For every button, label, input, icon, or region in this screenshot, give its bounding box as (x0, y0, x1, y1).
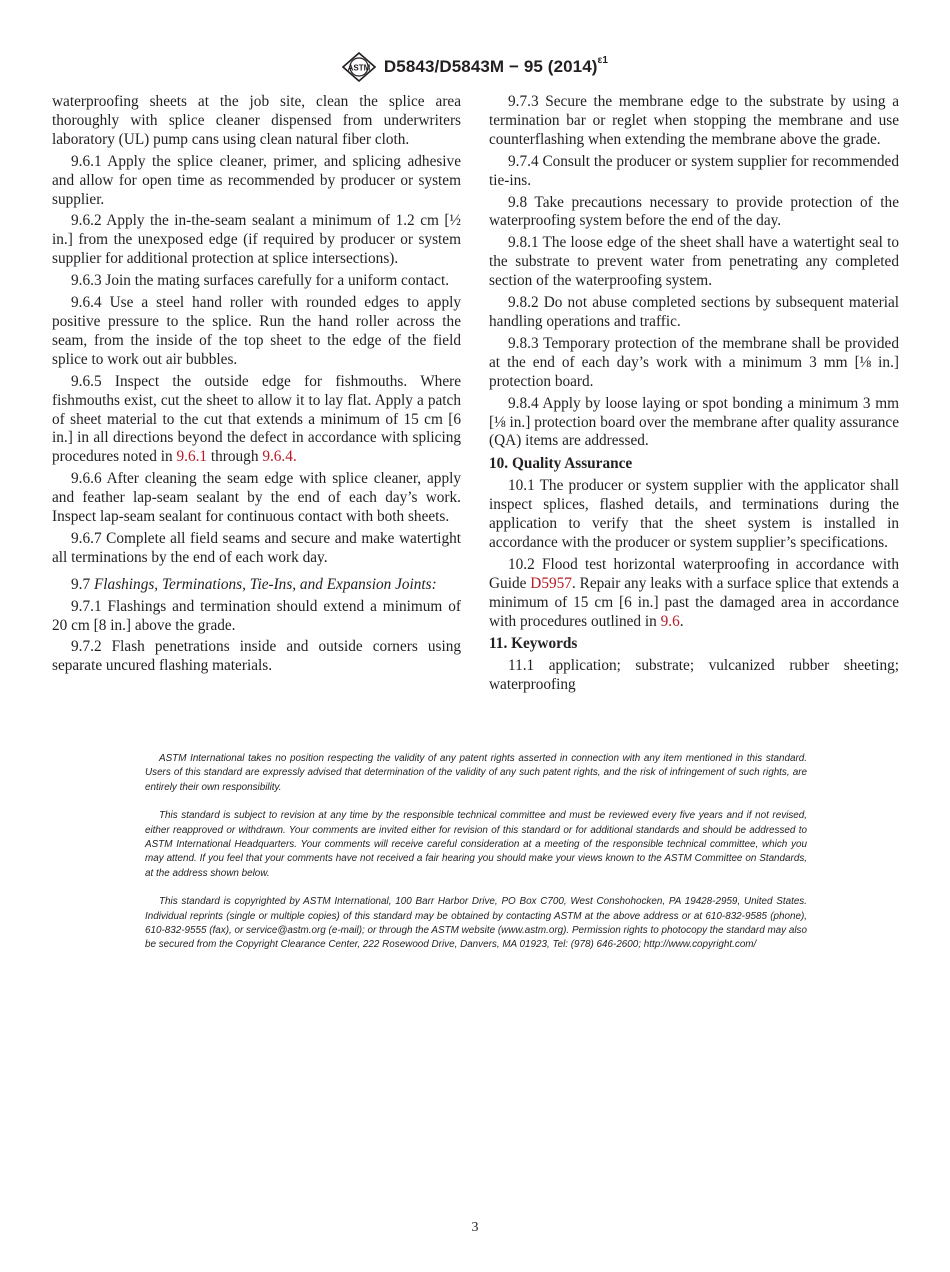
paragraph-10-1: 10.1 The producer or system supplier with the applicator shall inspect splices, flashed details, and terminations during the application to verify that the sheet system is installed in accordance with the producer or system supplier’s specifications. (489, 477, 899, 551)
paragraph-9-6-2: 9.6.2 Apply the in-the-seam sealant a minimum of 1.2 cm [½ in.] from the unexposed edge (if required by producer or system supplier for additional protection at splice intersections). (52, 212, 461, 268)
paragraph-9-7-3: 9.7.3 Secure the membrane edge to the substrate by using a termination bar or reglet when stopping the membrane and use counterflashing when extending the membrane above the grade. (489, 93, 899, 148)
page-number: 3 (471, 1220, 479, 1235)
right-column (489, 93, 899, 698)
revision-notice: This standard is subject to revision at any time by the responsible technical committee and must be reviewed every five years and if not revised, either reapproved or withdrawn. Your comments are invited either for revision of this standard or for additional standards and should be addressed to ASTM International Headquarters. Your comments will receive careful consideration at a meeting of the responsible technical committee, which you may attend. If you feel that your comments have not received a fair hearing you should make your views known to the ASTM Committee on Standards, at the address shown below. (145, 810, 807, 879)
paragraph-9-8: 9.8 Take precautions necessary to provide protection of the waterproofing system before the end of the day. (489, 193, 899, 230)
epsilon-superscript: ε1 (597, 55, 609, 67)
link-9-6-1[interactable]: 9.6.1 (176, 448, 208, 466)
paragraph-9-6-1: 9.6.1 Apply the splice cleaner, primer, and splicing adhesive and allow for open time as recommended by producer or system supplier. (52, 152, 461, 208)
link-9-6-4[interactable]: 9.6.4. (262, 448, 297, 466)
paragraph-9-8-1: 9.8.1 The loose edge of the sheet shall have a watertight seal to the substrate to prevent water from penetrating any completed section of the waterproofing system. (489, 234, 899, 290)
logo-text: ASTM (347, 63, 371, 73)
section-title-9-7: Flashings, Terminations, Tie-Ins, and Expansion Joints: (93, 575, 437, 593)
astm-logo-icon (342, 52, 376, 82)
page-header (0, 52, 950, 84)
legal-notices (145, 752, 807, 967)
paragraph-9-7: 9.7 Flashings, Terminations, Tie-Ins, and Expansion Joints: (71, 575, 437, 593)
link-9-6[interactable]: 9.6 (660, 612, 680, 630)
paragraph-11-1: 11.1 application; substrate; vulcanized rubber sheeting; waterproofing (489, 657, 899, 694)
paragraph-9-7-2: 9.7.2 Flash penetrations inside and outside corners using separate uncured flashing materials. (52, 638, 461, 675)
heading-keywords: 11. Keywords (489, 635, 578, 653)
paragraph-9-6-6: 9.6.6 After cleaning the seam edge with splice cleaner, apply and feather lap-seam sealant by the end of each day’s work. Inspect lap-seam sealant for continuous contact with both sheets. (52, 470, 461, 526)
paragraph-9-8-3: 9.8.3 Temporary protection of the membrane shall be provided at the end of each day’s work with a minimum 3 mm [⅛ in.] protection board. (489, 334, 899, 390)
paragraph-9-6-5: 9.6.5 Inspect the outside edge for fishmouths. Where fishmouths exist, cut the sheet to allow it to lay flat. Apply a patch of sheet material to the cut that extends a minimum of 15 cm [6 in.] in all directions beyond the defect in accordance with splicing procedures noted in 9.6.1 through 9.6.4. (52, 372, 461, 466)
paragraph-9-6-3: 9.6.3 Join the mating surfaces carefully for a uniform contact. (71, 272, 450, 290)
paragraph-9-6-4: 9.6.4 Use a steel hand roller with rounded edges to apply positive pressure to the splice. Run the hand roller across the seam, from the inside of the top sheet to the edge of the field splice to work out air bubbles. (52, 294, 461, 368)
patent-notice: ASTM International takes no position respecting the validity of any patent rights asserted in connection with any item mentioned in this standard. Users of this standard are expressly advised that determination of the validity of any such patent rights, and the risk of infringement of such rights, are entirely their own responsibility. (145, 753, 807, 793)
paragraph-9-6-7: 9.6.7 Complete all field seams and secure and make watertight all terminations by the end of each work day. (52, 529, 461, 566)
copyright-notice: This standard is copyrighted by ASTM International, 100 Barr Harbor Drive, PO Box C700, West Conshohocken, PA 19428-2959, United States. Individual reprints (single or multiple copies) of this standard may be obtained by contacting ASTM at the above address or at 610-832-9585 (phone), 610-832-9555 (fax), or service@astm.org (e-mail); or through the ASTM website (www.astm.org). Permission rights to photocopy the standard may also be secured from the Copyright Clearance Center, 222 Rosewood Drive, Danvers, MA 01923, Tel: (978) 646-2600; http://www.copyright.com/ (145, 896, 807, 951)
paragraph-9-7-1: 9.7.1 Flashings and termination should extend a minimum of 20 cm [8 in.] above the grade. (52, 597, 461, 634)
paragraph-9-7-4: 9.7.4 Consult the producer or system supplier for recommended tie-ins. (489, 152, 899, 189)
link-d5957[interactable]: D5957 (530, 574, 572, 592)
standard-designation: D5843/D5843M − 95 $(2014)^{\varepsilon 1}$ (383, 55, 609, 76)
paragraph-cont: waterproofing sheets at the job site, clean the splice area thoroughly with splice cleaner dispensed from underwriters laboratory (UL) pump cans using clean natural fiber cloth. (52, 93, 461, 148)
paragraph-9-8-4: 9.8.4 Apply by loose laying or spot bonding a minimum 3 mm [⅛ in.] protection board over the membrane after quality assurance (QA) items are addressed. (489, 394, 899, 450)
paragraph-10-2: 10.2 Flood test horizontal waterproofing in accordance with Guide D5957. Repair any leaks with a surface splice that extends a minimum of 15 cm [6 in.] past the damaged area in accordance with procedures outlined in 9.6. (489, 555, 899, 630)
heading-quality-assurance: 10. Quality Assurance (489, 455, 633, 473)
paragraph-9-8-2: 9.8.2 Do not abuse completed sections by subsequent material handling operations and traffic. (489, 294, 899, 330)
left-column (52, 93, 461, 679)
